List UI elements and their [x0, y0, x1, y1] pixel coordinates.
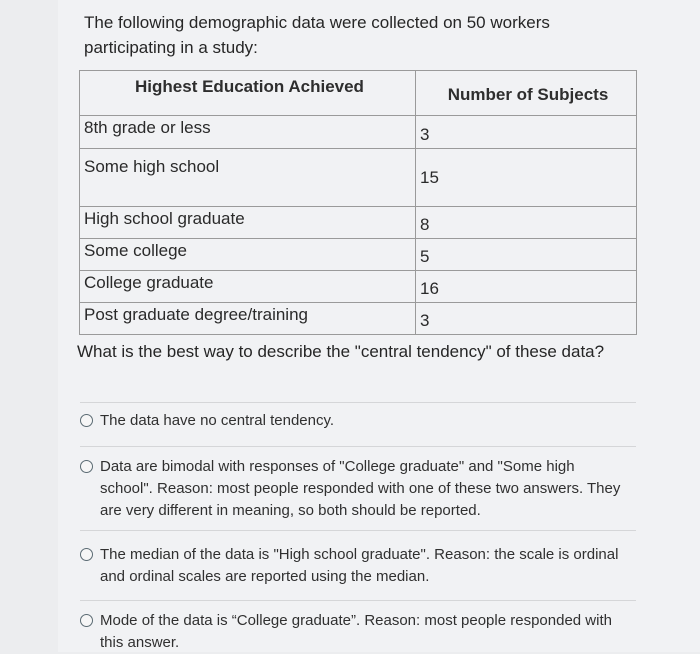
option-text: [100, 610, 636, 654]
option-line: and ordinal scales are reported using the median.: [100, 568, 430, 585]
row-value: 5: [416, 239, 637, 271]
row-label: High school graduate: [80, 207, 416, 239]
option-line: The data have no central tendency.: [100, 412, 335, 429]
intro-line-1: The following demographic data were collected on 50 workers: [84, 13, 550, 32]
option-text: [100, 410, 636, 432]
radio-button[interactable]: [80, 548, 93, 561]
intro-text: [84, 10, 604, 60]
row-value: 8: [416, 207, 637, 239]
option-text: [100, 456, 636, 522]
option-line: Data are bimodal with responses of "College graduate" and "Some high: [100, 458, 575, 475]
row-value: 16: [416, 271, 637, 303]
question-text: What is the best way to describe the "central tendency" of these data?: [77, 342, 605, 361]
row-value: 3: [416, 116, 637, 149]
row-label: Some high school: [80, 149, 416, 207]
option-divider: [80, 600, 636, 601]
radio-button[interactable]: [80, 614, 93, 627]
table-row: [80, 271, 637, 303]
row-value: 3: [416, 303, 637, 335]
demographic-table: [79, 70, 637, 335]
row-label: 8th grade or less: [80, 116, 416, 149]
table-header-row: [80, 71, 637, 116]
option-divider: [80, 402, 636, 403]
radio-button[interactable]: [80, 460, 93, 473]
table-row: [80, 149, 637, 207]
answer-option-1[interactable]: [80, 410, 636, 432]
answer-option-3[interactable]: [80, 544, 636, 588]
header-education: Highest Education Achieved: [80, 71, 416, 116]
option-divider: [80, 446, 636, 447]
option-divider: [80, 530, 636, 531]
table-row: [80, 207, 637, 239]
answer-option-2[interactable]: [80, 456, 636, 522]
row-label: College graduate: [80, 271, 416, 303]
table-row: [80, 239, 637, 271]
option-line: are very different in meaning, so both should be reported.: [100, 502, 481, 519]
option-text: [100, 544, 636, 588]
header-subjects: Number of Subjects: [416, 71, 637, 116]
row-label: Post graduate degree/training: [80, 303, 416, 335]
table-row: [80, 116, 637, 149]
option-line: school". Reason: most people responded with one of these two answers. They: [100, 480, 621, 497]
answer-option-4[interactable]: [80, 610, 636, 654]
table-row: [80, 303, 637, 335]
intro-line-2: participating in a study:: [84, 38, 258, 57]
row-value: 15: [416, 149, 637, 207]
option-line: Mode of the data is “College graduate”. Reason: most people responded with: [100, 612, 612, 629]
row-label: Some college: [80, 239, 416, 271]
option-line: this answer.: [100, 634, 180, 651]
radio-button[interactable]: [80, 414, 93, 427]
option-line: The median of the data is "High school graduate". Reason: the scale is ordinal: [100, 546, 619, 563]
